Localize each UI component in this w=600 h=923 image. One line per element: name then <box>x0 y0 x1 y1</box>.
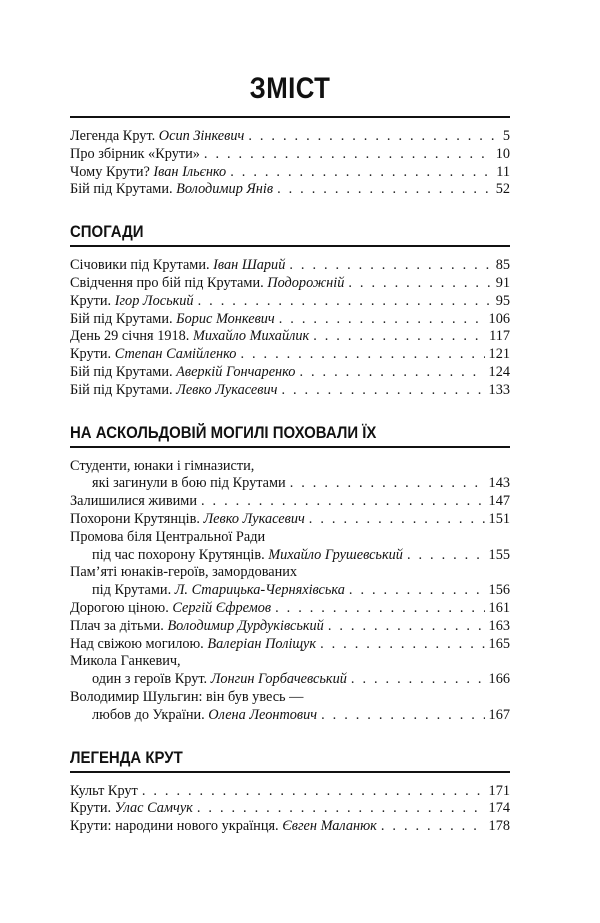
toc-entry[interactable] <box>70 800 510 818</box>
entry-author: Улас Самчук <box>114 800 193 817</box>
entry-title-text: Крути: народини нового українця. <box>70 818 283 835</box>
entry-title <box>70 511 305 529</box>
entry-title-part: Промова біля Центральної Ради <box>70 528 266 545</box>
entry-author: Борис Монкевич <box>176 310 275 327</box>
entry-page-number: 163 <box>488 617 510 634</box>
entry-title-text: Про збірник «Крути» <box>70 145 200 162</box>
entry-page-number: 143 <box>488 475 510 492</box>
entry-title-text: Залишилися живими <box>70 493 197 510</box>
entry-line <box>70 146 510 164</box>
entry-page-number: 52 <box>495 181 510 198</box>
entry-author: Володимир Янів <box>176 181 274 198</box>
dot-leader <box>290 475 485 493</box>
entry-author: Осип Зінкевич <box>158 128 245 144</box>
entry-author: Аверкій Гончаренко <box>176 363 296 380</box>
entry-title-text: любов до України. <box>92 706 209 723</box>
entry-line <box>70 128 510 146</box>
dot-leader <box>299 364 484 382</box>
toc-entry[interactable] <box>70 364 510 382</box>
entry-line <box>70 364 510 382</box>
entry-title-first-line <box>70 458 510 476</box>
entry-title <box>92 671 347 689</box>
dot-leader <box>348 275 491 293</box>
entry-author: Степан Самійленко <box>114 346 237 363</box>
entry-page-number: 171 <box>488 782 510 799</box>
toc-entry[interactable] <box>70 511 510 529</box>
dot-leader <box>198 293 492 311</box>
entry-title <box>70 364 295 382</box>
entry-title-text: Січовики під Крутами. <box>70 257 214 274</box>
entry-author: Сергій Єфремов <box>172 599 272 616</box>
toc-entry[interactable] <box>70 600 510 618</box>
entry-title <box>70 257 285 275</box>
toc-entry[interactable] <box>70 128 510 146</box>
dot-leader <box>349 582 485 600</box>
entry-line <box>70 600 510 618</box>
toc-entry[interactable] <box>70 689 510 725</box>
toc-entry[interactable] <box>70 529 510 565</box>
dot-leader <box>281 382 484 400</box>
entry-page-number: 167 <box>488 706 510 723</box>
entry-title-text: Культ Крут <box>70 782 138 799</box>
section-heading: СПОГАДИ <box>70 222 144 242</box>
title-divider <box>70 116 510 118</box>
dot-leader <box>248 128 499 146</box>
toc-entry[interactable] <box>70 293 510 311</box>
entry-title <box>70 818 377 836</box>
entry-author: Михайло Грушевський <box>268 546 403 563</box>
entry-page-number: 165 <box>488 635 510 652</box>
page-title: ЗМІСТ <box>249 72 331 105</box>
entry-title-text: Крути. <box>70 292 115 309</box>
entry-title-part: Володимир Шульгин: він був увесь — <box>70 688 304 705</box>
dot-leader <box>275 600 484 618</box>
entry-author: Володимир Дурдуківський <box>167 617 324 634</box>
entry-title-text: Бій під Крутами. <box>70 363 177 380</box>
entry-line <box>70 382 510 400</box>
dot-leader <box>381 818 485 836</box>
entry-page-number: 161 <box>488 599 510 616</box>
intro-entries <box>70 128 510 199</box>
section-divider <box>70 245 510 247</box>
section-entries <box>70 458 510 725</box>
entry-title <box>70 181 273 199</box>
entry-line <box>70 618 510 636</box>
entry-title-text: Бій під Крутами. <box>70 181 177 198</box>
entry-line <box>70 707 510 725</box>
entry-title-text: під Крутами. <box>92 582 175 599</box>
entry-title <box>92 582 345 600</box>
entry-page-number: 85 <box>495 257 510 274</box>
toc-section <box>70 725 510 836</box>
entry-author: Левко Лукасевич <box>176 381 278 398</box>
dot-leader <box>313 328 485 346</box>
entry-author: Подорожній <box>267 274 345 291</box>
entry-line <box>70 511 510 529</box>
section-divider <box>70 771 510 773</box>
entry-page-number: 151 <box>488 510 510 527</box>
dot-leader <box>407 547 485 565</box>
dot-leader <box>309 511 485 529</box>
entry-page-number: 166 <box>488 671 510 688</box>
toc-entry[interactable] <box>70 564 510 600</box>
toc-section <box>70 400 510 725</box>
section-gap <box>70 400 510 420</box>
entry-title-part: Микола Ганкевич, <box>70 653 181 670</box>
entry-title <box>70 618 324 636</box>
dot-leader <box>197 800 485 818</box>
entry-title-text: Чому Крути? <box>70 163 154 180</box>
entry-page-number: 11 <box>496 163 510 180</box>
entry-title-text: Свідчення про бій під Крутами. <box>70 274 268 291</box>
entry-page-number: 10 <box>495 145 510 162</box>
entry-title-text: Плач за дітьми. <box>70 617 168 634</box>
entry-author: Іван Ільєнко <box>153 163 227 180</box>
dot-leader <box>230 164 492 182</box>
toc-entry[interactable] <box>70 653 510 689</box>
toc-entry[interactable] <box>70 818 510 836</box>
toc-entry[interactable] <box>70 458 510 494</box>
entry-title <box>70 382 277 400</box>
entry-title-text: Легенда Крут. <box>70 128 159 144</box>
dot-leader <box>328 618 485 636</box>
entry-title <box>70 346 236 364</box>
dot-leader <box>320 636 484 654</box>
toc-entry[interactable] <box>70 618 510 636</box>
entry-title-text: Над свіжою могилою. <box>70 635 208 652</box>
toc-entry[interactable] <box>70 382 510 400</box>
section-gap <box>70 725 510 745</box>
entry-page-number: 174 <box>488 800 510 817</box>
dot-leader <box>240 346 484 364</box>
dot-leader <box>142 783 485 801</box>
toc-entry[interactable] <box>70 636 510 654</box>
entry-title-text: під час похорону Крутянців. <box>92 546 269 563</box>
toc-entry[interactable] <box>70 164 510 182</box>
entry-author: Валеріан Поліщук <box>207 635 317 652</box>
entry-line <box>70 181 510 199</box>
section-entries <box>70 257 510 399</box>
entry-title-first-line <box>70 653 510 671</box>
dot-leader <box>321 707 484 725</box>
entry-line <box>70 346 510 364</box>
entry-title-text: які загинули в бою під Крутами <box>92 475 286 492</box>
entry-title <box>70 493 197 511</box>
toc-page <box>70 0 510 836</box>
entry-line <box>70 636 510 654</box>
section-gap <box>70 199 510 219</box>
entry-page-number: 124 <box>488 363 510 380</box>
entry-author: Ігор Лоський <box>114 292 194 309</box>
entry-line <box>70 328 510 346</box>
entry-title <box>92 707 317 725</box>
toc-entry[interactable] <box>70 181 510 199</box>
dot-leader <box>204 146 492 164</box>
entry-title-part: Студенти, юнаки і гімназисти, <box>70 457 255 474</box>
entry-page-number: 156 <box>488 582 510 599</box>
toc-entry[interactable] <box>70 257 510 275</box>
entry-title-text: Бій під Крутами. <box>70 310 177 327</box>
entry-page-number: 133 <box>488 381 510 398</box>
entry-title-part: Пам’яті юнаків-героїв, замордованих <box>70 564 298 581</box>
entry-title <box>92 475 286 493</box>
entry-page-number: 155 <box>488 546 510 563</box>
entry-author: Олена Леонтович <box>208 706 318 723</box>
entry-line <box>70 800 510 818</box>
entry-title <box>70 600 271 618</box>
entry-title-text: один з героїв Крут. <box>92 671 211 688</box>
entry-page-number: 95 <box>495 292 510 309</box>
entry-page-number: 178 <box>488 818 510 835</box>
entry-title-text: Похорони Крутянців. <box>70 510 204 527</box>
entry-line <box>70 582 510 600</box>
toc-section <box>70 199 510 399</box>
entry-line <box>70 293 510 311</box>
entry-title-text: Дорогою ціною. <box>70 599 173 616</box>
section-heading: НА АСКОЛЬДОВІЙ МОГИЛІ ПОХОВАЛИ ЇХ <box>70 422 377 442</box>
section-entries <box>70 783 510 836</box>
entry-line <box>70 818 510 836</box>
toc-entry[interactable] <box>70 146 510 164</box>
entry-page-number: 106 <box>488 310 510 327</box>
entry-title <box>70 783 138 801</box>
toc-entry[interactable] <box>70 328 510 346</box>
entry-line <box>70 671 510 689</box>
entry-author: Левко Лукасевич <box>203 510 305 527</box>
section-divider <box>70 446 510 448</box>
entry-author: Євген Маланюк <box>282 818 377 835</box>
entry-author: Лонгин Горбачевський <box>210 671 347 688</box>
entry-line <box>70 493 510 511</box>
entry-title <box>70 128 244 146</box>
toc-entry[interactable] <box>70 346 510 364</box>
entry-title-first-line <box>70 564 510 582</box>
entry-author: Михайло Михайлик <box>192 328 310 345</box>
entry-line <box>70 547 510 565</box>
toc-entry[interactable] <box>70 493 510 511</box>
entry-line <box>70 311 510 329</box>
entry-title-text: Крути. <box>70 800 115 817</box>
entry-title-text: Бій під Крутами. <box>70 381 177 398</box>
entry-title <box>70 146 200 164</box>
entry-title-first-line <box>70 529 510 547</box>
entry-page-number: 121 <box>488 346 510 363</box>
toc-entry[interactable] <box>70 311 510 329</box>
entry-page-number: 91 <box>495 274 510 291</box>
entry-author: Іван Шарий <box>213 257 286 274</box>
entry-line <box>70 275 510 293</box>
dot-leader <box>201 493 485 511</box>
entry-page-number: 117 <box>489 328 510 345</box>
dot-leader <box>279 311 485 329</box>
entry-title <box>70 800 193 818</box>
entry-line <box>70 257 510 275</box>
toc-sections <box>70 199 510 836</box>
section-heading: ЛЕГЕНДА КРУТ <box>70 747 183 767</box>
toc-entry[interactable] <box>70 275 510 293</box>
entry-title <box>92 547 403 565</box>
dot-leader <box>277 181 492 199</box>
entry-title-first-line <box>70 689 510 707</box>
entry-line <box>70 475 510 493</box>
entry-title <box>70 311 275 329</box>
entry-title <box>70 636 316 654</box>
entry-page-number: 147 <box>488 493 510 510</box>
entry-line <box>70 783 510 801</box>
entry-title-text: День 29 січня 1918. <box>70 328 193 345</box>
entry-title <box>70 293 194 311</box>
dot-leader <box>351 671 485 689</box>
dot-leader <box>289 257 491 275</box>
entry-title <box>70 328 309 346</box>
entry-title-text: Крути. <box>70 346 115 363</box>
entry-line <box>70 164 510 182</box>
entry-title <box>70 164 226 182</box>
entry-page-number: 5 <box>502 128 510 144</box>
entry-author: Л. Старицька-Черняхівська <box>174 582 345 599</box>
entry-title <box>70 275 344 293</box>
toc-entry[interactable] <box>70 783 510 801</box>
